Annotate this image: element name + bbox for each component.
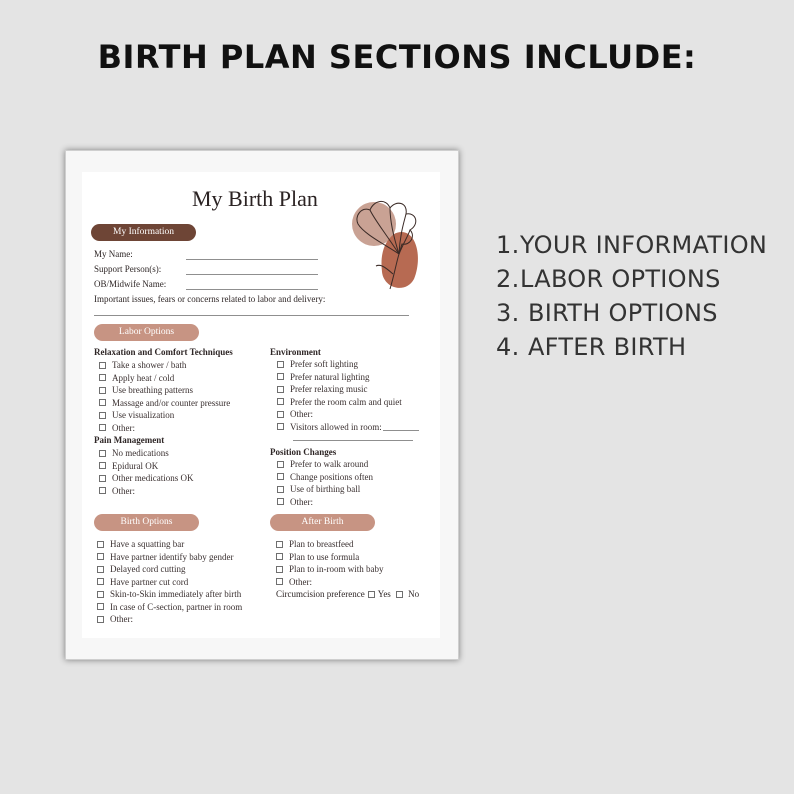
checkbox-item[interactable] — [277, 458, 373, 471]
checkbox[interactable] — [99, 374, 106, 381]
checkbox[interactable] — [276, 553, 283, 560]
environment-list — [277, 358, 419, 433]
checkbox-item[interactable] — [276, 538, 384, 551]
circumcision-row — [276, 589, 419, 600]
section-label: YOUR INFORMATION — [520, 231, 768, 259]
checkbox-label: Other: — [112, 485, 135, 496]
section-item — [496, 330, 767, 364]
checkbox-item[interactable] — [97, 601, 242, 614]
checkbox[interactable] — [277, 411, 284, 418]
pain-management-list — [99, 447, 193, 497]
checkbox-item[interactable] — [276, 563, 384, 576]
after-birth-heading: After Birth — [270, 514, 375, 531]
checkbox-item[interactable] — [99, 460, 193, 473]
checkbox-item[interactable] — [97, 551, 242, 564]
checkbox[interactable] — [277, 486, 284, 493]
checkbox-label: Other: — [290, 496, 313, 507]
relaxation-list — [99, 359, 230, 434]
checkbox-label: Have partner identify baby gender — [110, 551, 234, 562]
checkbox[interactable] — [277, 398, 284, 405]
section-label: LABOR OPTIONS — [520, 265, 721, 293]
circumcision-no-checkbox[interactable] — [396, 591, 403, 598]
checkbox-label: Have a squatting bar — [110, 539, 185, 550]
checkbox-item[interactable] — [99, 397, 230, 410]
section-number: 4. — [496, 333, 520, 361]
checkbox-item[interactable] — [277, 483, 373, 496]
my-name-field[interactable] — [186, 259, 318, 260]
checkbox-label: Use of birthing ball — [290, 484, 361, 495]
checkbox-label: Epidural OK — [112, 460, 159, 471]
checkbox[interactable] — [99, 387, 106, 394]
checkbox[interactable] — [277, 361, 284, 368]
sections-list — [496, 228, 767, 364]
checkbox[interactable] — [99, 475, 106, 482]
section-label: BIRTH OPTIONS — [527, 299, 718, 327]
section-number: 2. — [496, 265, 520, 293]
section-item — [496, 296, 767, 330]
section-item — [496, 262, 767, 296]
checkbox-item[interactable] — [99, 359, 230, 372]
pain-management-title: Pain Management — [94, 435, 165, 445]
concerns-label: Important issues, fears or concerns related to labor and delivery: — [94, 294, 326, 304]
checkbox-item[interactable] — [277, 408, 419, 421]
checkbox-label: Plan to breastfeed — [289, 539, 354, 550]
visitors-field[interactable] — [383, 422, 419, 431]
checkbox-item[interactable] — [277, 396, 419, 409]
checkbox-label: Other medications OK — [112, 473, 194, 484]
checkbox-label: Skin-to-Skin immediately after birth — [110, 589, 242, 600]
checkbox-label: Plan to in-room with baby — [289, 564, 384, 575]
checkbox-label: Prefer soft lighting — [290, 359, 358, 370]
checkbox-label: Plan to use formula — [289, 551, 360, 562]
checkbox[interactable] — [277, 461, 284, 468]
checkbox-label: Other: — [112, 422, 135, 433]
checkbox-label: Change positions often — [290, 471, 373, 482]
section-number: 3. — [496, 299, 520, 327]
support-person-label: Support Person(s): — [94, 264, 162, 274]
checkbox[interactable] — [97, 541, 104, 548]
checkbox[interactable] — [99, 399, 106, 406]
checkbox-label: Delayed cord cutting — [110, 564, 186, 575]
checkbox-label: Prefer the room calm and quiet — [290, 396, 402, 407]
position-changes-list — [277, 458, 373, 508]
checkbox[interactable] — [99, 424, 106, 431]
checkbox-label: Use breathing patterns — [112, 385, 193, 396]
checkbox-item[interactable] — [97, 538, 242, 551]
checkbox-label: Prefer relaxing music — [290, 384, 368, 395]
checkbox[interactable] — [97, 603, 104, 610]
checkbox-label: Visitors allowed in room: — [290, 421, 382, 432]
checkbox[interactable] — [97, 553, 104, 560]
midwife-name-label: OB/Midwife Name: — [94, 279, 167, 289]
checkbox-label: Other: — [110, 614, 133, 625]
checkbox[interactable] — [97, 616, 104, 623]
checkbox[interactable] — [99, 450, 106, 457]
environment-extra-line[interactable] — [293, 440, 413, 441]
birth-options-list — [97, 538, 242, 626]
checkbox[interactable] — [277, 386, 284, 393]
birth-plan-document — [82, 172, 440, 638]
checkbox-item[interactable] — [97, 613, 242, 626]
environment-title: Environment — [270, 347, 321, 357]
birth-options-heading: Birth Options — [94, 514, 199, 531]
circumcision-no-label: No — [408, 589, 420, 599]
checkbox-label: Have partner cut cord — [110, 576, 189, 587]
checkbox[interactable] — [99, 487, 106, 494]
section-number: 1. — [496, 231, 520, 259]
position-changes-title: Position Changes — [270, 447, 337, 457]
checkbox-label: Take a shower / bath — [112, 360, 187, 371]
checkbox-item[interactable] — [97, 563, 242, 576]
my-information-heading: My Information — [91, 224, 196, 241]
checkbox-item[interactable] — [276, 551, 384, 564]
checkbox[interactable] — [99, 412, 106, 419]
checkbox-item[interactable] — [97, 588, 242, 601]
checkbox[interactable] — [276, 566, 283, 573]
checkbox-item[interactable] — [99, 372, 230, 385]
checkbox[interactable] — [97, 591, 104, 598]
checkbox[interactable] — [99, 362, 106, 369]
checkbox-label: In case of C-section, partner in room — [110, 601, 243, 612]
checkbox[interactable] — [97, 578, 104, 585]
checkbox-item[interactable] — [99, 485, 193, 498]
support-person-field[interactable] — [186, 274, 318, 275]
document-title: My Birth Plan — [192, 186, 318, 211]
checkbox[interactable] — [277, 473, 284, 480]
checkbox-label: Other: — [289, 576, 312, 587]
checkbox-label: Use visualization — [112, 410, 175, 421]
checkbox-label: Other: — [290, 409, 313, 420]
section-label: AFTER BIRTH — [527, 333, 687, 361]
checkbox-item[interactable] — [277, 471, 373, 484]
checkbox-item[interactable] — [97, 576, 242, 589]
relaxation-title: Relaxation and Comfort Techniques — [94, 347, 233, 357]
circumcision-yes-checkbox[interactable] — [368, 591, 375, 598]
checkbox-item[interactable] — [99, 447, 193, 460]
checkbox-item[interactable] — [277, 358, 419, 371]
checkbox-label: No medications — [112, 448, 169, 459]
checkbox[interactable] — [277, 423, 284, 430]
checkbox-item[interactable] — [277, 383, 419, 396]
circumcision-yes-label: Yes — [377, 589, 391, 599]
checkbox[interactable] — [277, 373, 284, 380]
flower-illustration — [344, 194, 434, 294]
midwife-name-field[interactable] — [186, 289, 318, 290]
checkbox-item[interactable] — [99, 384, 230, 397]
checkbox[interactable] — [276, 541, 283, 548]
checkbox[interactable] — [97, 566, 104, 573]
checkbox-item[interactable] — [277, 371, 419, 384]
checkbox-item[interactable] — [277, 421, 419, 434]
checkbox[interactable] — [276, 578, 283, 585]
checkbox-label: Massage and/or counter pressure — [112, 397, 231, 408]
section-item — [496, 228, 767, 262]
checkbox[interactable] — [99, 462, 106, 469]
labor-options-heading: Labor Options — [94, 324, 199, 341]
checkbox-item[interactable] — [99, 472, 193, 485]
checkbox-label: Prefer natural lighting — [290, 371, 370, 382]
headline: BIRTH PLAN SECTIONS INCLUDE: — [97, 38, 697, 76]
checkbox-item[interactable] — [276, 576, 384, 589]
checkbox-label: Prefer to walk around — [290, 459, 369, 470]
circumcision-label: Circumcision preference — [276, 589, 365, 599]
checkbox-label: Apply heat / cold — [112, 372, 175, 383]
concerns-field[interactable] — [94, 315, 409, 316]
my-name-label: My Name: — [94, 249, 133, 259]
checkbox-item[interactable] — [277, 496, 373, 509]
checkbox-item[interactable] — [99, 409, 230, 422]
checkbox-item[interactable] — [99, 422, 230, 435]
after-birth-list — [276, 538, 384, 588]
checkbox[interactable] — [277, 498, 284, 505]
